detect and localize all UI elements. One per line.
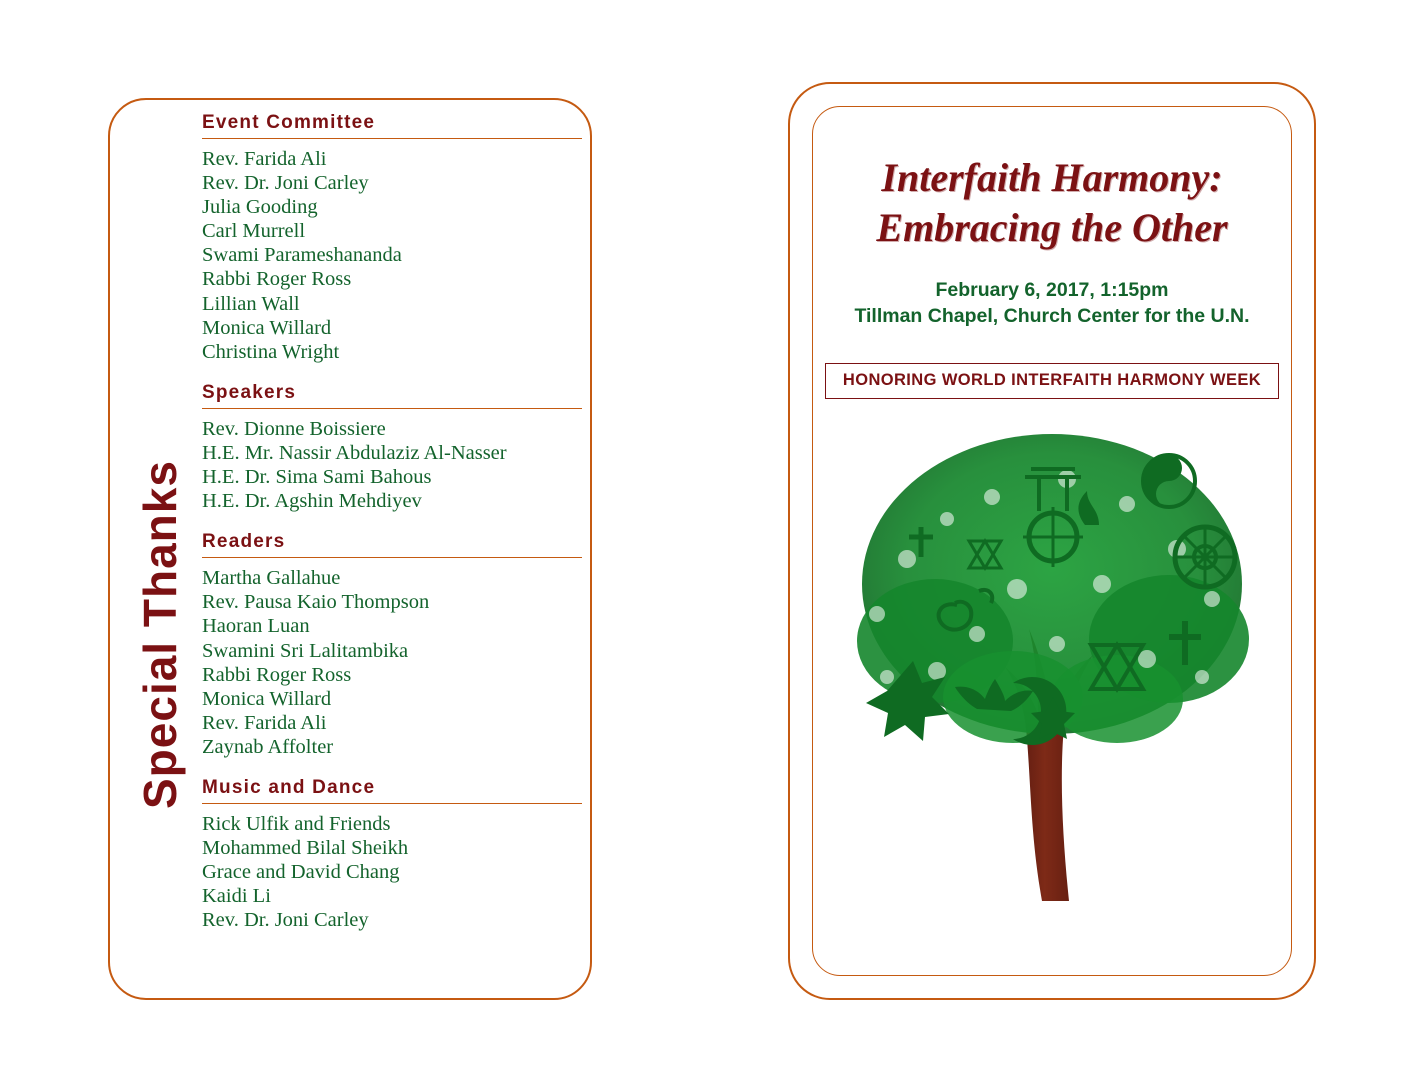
- special-thanks-panel: [108, 98, 592, 1000]
- spacer: [202, 517, 582, 531]
- section-title: Event Committee: [202, 112, 582, 139]
- title-line-1: Interfaith Harmony:: [881, 155, 1223, 200]
- list-item: H.E. Dr. Sima Sami Bahous: [202, 466, 432, 489]
- list-item: Monica Willard: [202, 316, 332, 339]
- list-item: Haoran Luan: [202, 615, 310, 638]
- list-item: Lillian Wall: [202, 292, 300, 315]
- tree-of-faiths-icon: [817, 409, 1287, 919]
- list-item: Monica Willard: [202, 687, 332, 710]
- section-readers: [202, 531, 582, 759]
- event-date: February 6, 2017, 1:15pm: [935, 279, 1169, 301]
- spacer: [202, 368, 582, 382]
- section-title: Readers: [202, 531, 582, 558]
- page-title: [813, 153, 1291, 253]
- interfaith-tree-artwork: [813, 409, 1291, 929]
- title-line-2: Embracing the Other: [876, 205, 1228, 250]
- cover-panel: [788, 82, 1316, 1000]
- honoring-banner: HONORING WORLD INTERFAITH HARMONY WEEK: [825, 363, 1279, 399]
- list-item: Rev. Dr. Joni Carley: [202, 172, 369, 195]
- list-item: H.E. Mr. Nassir Abdulaziz Al-Nasser: [202, 441, 507, 464]
- list-item: Rev. Farida Ali: [202, 711, 327, 734]
- list-item: Rev. Dr. Joni Carley: [202, 909, 369, 932]
- section-music-and-dance: [202, 777, 582, 932]
- section-speakers: [202, 382, 582, 513]
- list-item: Rabbi Roger Ross: [202, 268, 352, 291]
- thanks-sections: [202, 112, 582, 936]
- list-item: Swamini Sri Lalitambika: [202, 639, 409, 662]
- tree-canopy: [857, 434, 1249, 745]
- list-item: Swami Parameshananda: [202, 244, 402, 267]
- list-item: Rev. Farida Ali: [202, 148, 327, 170]
- cover-inner-frame: [812, 106, 1292, 976]
- list-item: Martha Gallahue: [202, 567, 341, 590]
- section-event-committee: [202, 112, 582, 364]
- list-item: Rabbi Roger Ross: [202, 663, 352, 686]
- event-venue: Tillman Chapel, Church Center for the U.N.: [854, 305, 1250, 327]
- event-details: [813, 277, 1291, 329]
- list-item: Rick Ulfik and Friends: [202, 812, 391, 835]
- list-item: Mohammed Bilal Sheikh: [202, 837, 409, 860]
- list-item: Grace and David Chang: [202, 861, 400, 884]
- list-item: H.E. Dr. Agshin Mehdiyev: [202, 490, 422, 513]
- list-item: Zaynab Affolter: [202, 735, 334, 758]
- list-item: Rev. Dionne Boissiere: [202, 417, 386, 440]
- section-title: Music and Dance: [202, 777, 582, 804]
- list-item: Carl Murrell: [202, 220, 306, 243]
- list-item: Christina Wright: [202, 340, 340, 363]
- special-thanks-vertical-title: Special Thanks: [134, 460, 186, 810]
- list-item: Kaidi Li: [202, 885, 271, 908]
- section-title: Speakers: [202, 382, 582, 409]
- list-item: Rev. Pausa Kaio Thompson: [202, 591, 430, 614]
- list-item: Julia Gooding: [202, 196, 318, 219]
- spacer: [202, 763, 582, 777]
